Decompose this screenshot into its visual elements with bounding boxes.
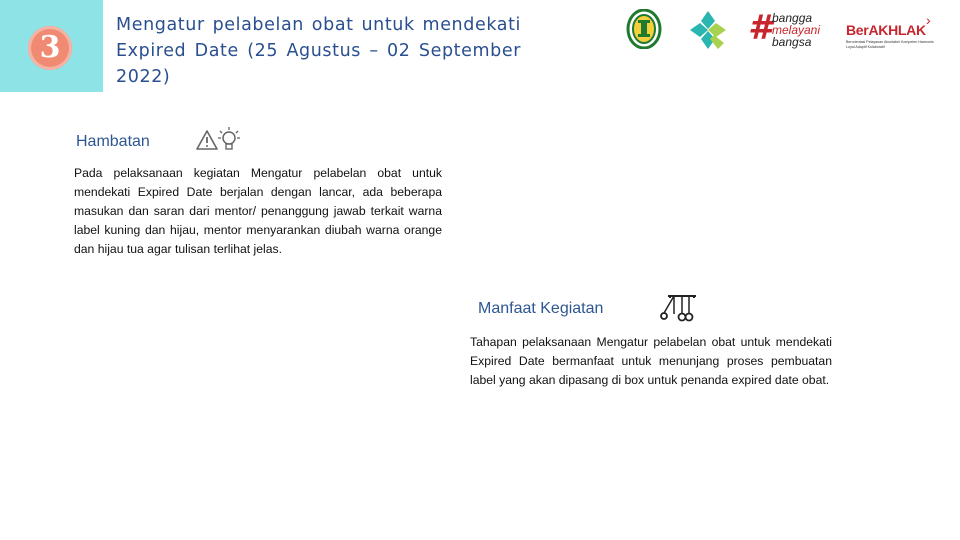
manfaat-heading: Manfaat Kegiatan — [478, 300, 604, 317]
kemenkes-flower-logo — [688, 9, 728, 51]
bangsa-text: bangsa — [772, 35, 812, 49]
hashtag-icon: # — [748, 8, 772, 48]
bangga-melayani-bangsa-logo — [748, 8, 828, 50]
slide-number-badge — [28, 26, 72, 70]
berakhlak-tagline: Berorientasi Pelayanan Akuntabel Kompeten Harmonis Loyal Adaptif Kolaboratif — [846, 40, 934, 49]
berakhlak-logo — [846, 14, 938, 50]
melayani-text: melayani — [772, 23, 821, 37]
hambatan-text: Pada pelaksanaan kegiatan Mengatur pelabelan obat untuk mendekati Expired Date berjalan dengan lancar, ada beberapa masukan dan saran dari mentor/ penanggung jawab terkait warna label kuning dan hijau, mentor menyarankan diubah warna orange dan hijau tua agar tulisan terlihat jelas. — [74, 166, 442, 256]
hambatan-heading: Hambatan — [76, 133, 150, 150]
institution-emblem-logo — [626, 9, 662, 49]
berakhlak-wordmark: BerAKHLAK — [846, 22, 926, 38]
chevron-right-icon: › — [926, 12, 931, 28]
warning-lightbulb-icon — [196, 126, 244, 154]
newtons-cradle-icon — [660, 294, 700, 324]
bangga-text: bangga — [772, 11, 813, 25]
slide-title: Mengatur pelabelan obat untuk mendekati Expired Date (25 Agustus – 02 September 2022) — [116, 15, 521, 87]
slide-number: 3 — [39, 30, 61, 65]
manfaat-text: Tahapan pelaksanaan Mengatur pelabelan obat untuk mendekati Expired Date bermanfaat untuk menunjang proses pembuatan label yang akan dipasang di box untuk penanda expired date obat. — [470, 335, 832, 387]
slide-number-panel — [0, 0, 103, 92]
